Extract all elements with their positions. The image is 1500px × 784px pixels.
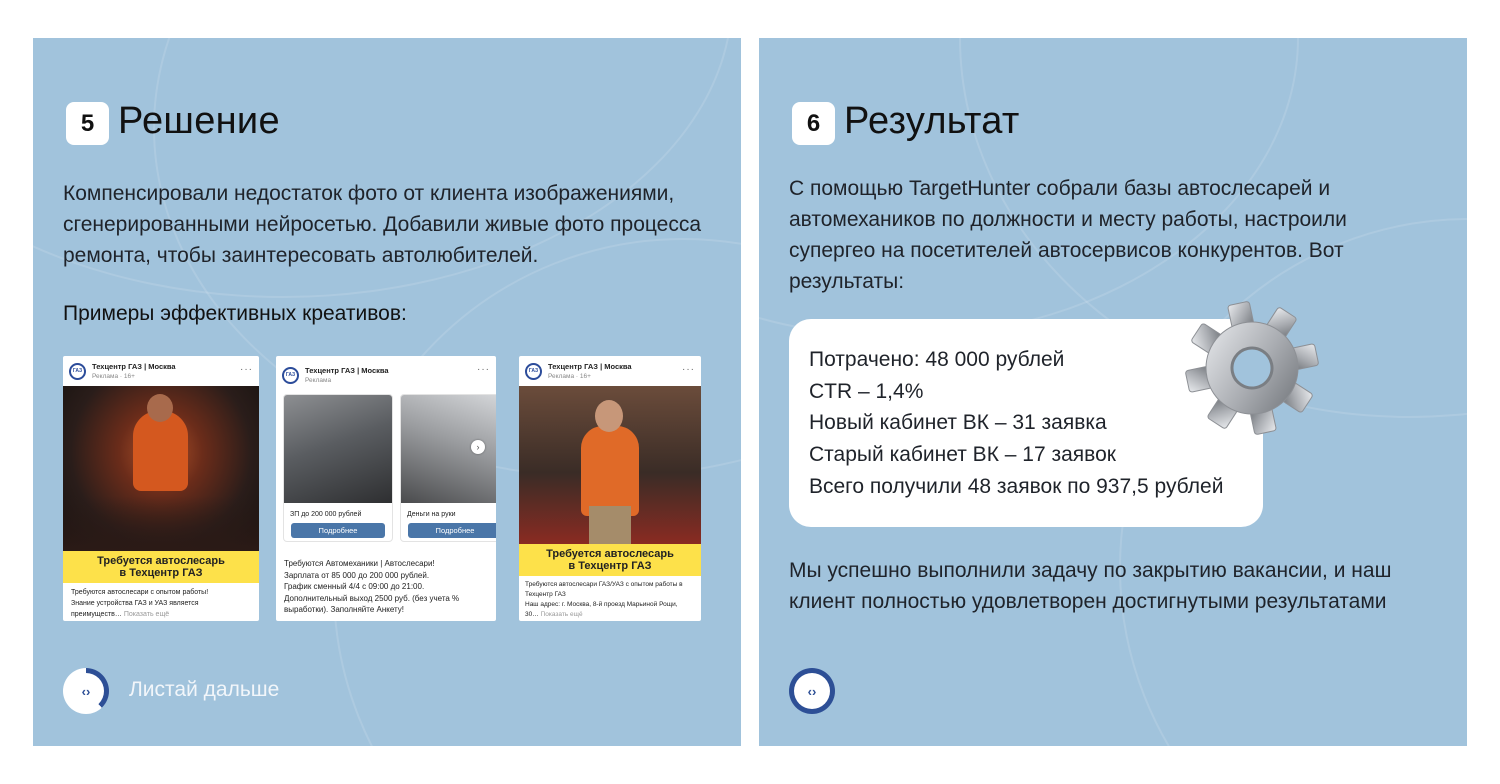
ad-text-line: Дополнительный выход 2500 руб. (без учета % [284,593,460,603]
gaz-logo-icon: ГАЗ [282,367,299,384]
result-outro-paragraph [789,555,1391,617]
slide-result [759,38,1467,746]
figure-shape [581,426,639,516]
ad-text [276,554,467,620]
result-ctr: CTR – 1,4% [809,380,924,403]
more-options-icon[interactable]: ··· [682,364,695,375]
swipe-next-label: Листай дальше [129,678,280,701]
ad-author: Техцентр ГАЗ | Москва [92,361,176,371]
more-options-icon[interactable]: ··· [477,364,490,375]
ad-header [63,356,259,386]
paragraph-line: Мы успешно выполнили задачу по закрытию вакансии, и наш [789,559,1392,582]
gaz-logo-icon: ГАЗ [69,363,86,380]
ad-header [519,356,701,386]
ad-text-line: 30… [525,611,539,618]
ad-text-line: Наш адрес: г. Москва, 8-й проезд Марьиной Рощи, [525,601,678,608]
ad-creative-1[interactable] [63,356,259,621]
carousel-card[interactable] [400,394,496,542]
paragraph-line: ремонта, чтобы заинтересовать автолюбителей. [63,244,539,267]
carousel-caption: ЗП до 200 000 рублей [290,511,362,518]
chevrons-left-right-icon: ‹› [68,673,104,709]
slide-title: Решение [118,100,280,142]
result-old-cabinet: Старый кабинет ВК – 17 заявок [809,443,1116,466]
figure-head [147,394,173,422]
banner-line: Требуется автослесарь [97,555,225,567]
examples-heading: Примеры эффективных креативов: [63,302,407,325]
carousel-caption: Деньги на руки [407,511,456,518]
slide-number-badge: 6 [792,102,835,145]
show-more-link[interactable]: Показать ещё [540,611,583,618]
paragraph-line: клиент полностью удовлетворен достигнутыми результатами [789,590,1387,613]
slide-title: Результат [844,100,1020,142]
figure-head [595,400,623,432]
figure-legs [589,506,631,544]
more-details-button[interactable]: Подробнее [291,523,385,538]
ad-author: Техцентр ГАЗ | Москва [548,361,632,371]
result-total: Всего получили 48 заявок по 937,5 рублей [809,475,1224,498]
chevrons-left-right-icon: ‹› [794,673,830,709]
ad-creative-2[interactable] [276,356,496,621]
ad-text-line: Требуются автослесари ГАЗ/УАЗ с опытом работы в [525,581,683,588]
paragraph-line: Компенсировали недостаток фото от клиента изображениями, [63,182,675,205]
ad-text [519,576,701,621]
banner-line: в Техцентр ГАЗ [119,567,203,579]
ad-banner [519,544,701,576]
carousel-next-icon[interactable]: › [471,440,485,454]
paragraph-line: сгенерированными нейросетью. Добавили живые фото процесса [63,213,702,236]
paragraph-line: супергео на посетителей автосервисов конкурентов. Вот [789,239,1344,262]
next-slide-button[interactable] [789,668,835,714]
ad-label: Реклама · 16+ [548,372,591,380]
ad-text-line: Требуются автослесари с опытом работы! [71,589,209,596]
ad-text-line: преимуществ… [71,611,122,618]
ad-text-line: выработки). Заполняйте Анкету! [284,605,405,614]
result-spent: Потрачено: 48 000 рублей [809,348,1065,371]
ad-banner [63,551,259,583]
ad-text-line: Техцентр ГАЗ [525,591,566,598]
mechanic-photo [63,386,259,551]
ad-text-line: Знание устройства ГАЗ и УАЗ является [71,600,199,607]
solution-paragraph [63,178,701,271]
ad-text-line: Зарплата от 85 000 до 200 000 рублей. [284,570,430,580]
figure-shape [133,411,188,491]
carousel-card[interactable] [283,394,393,542]
ad-label: Реклама [305,376,332,384]
parts-shade [63,496,259,551]
more-options-icon[interactable]: ··· [240,364,253,375]
result-new-cabinet: Новый кабинет ВК – 31 заявка [809,411,1107,434]
ad-creative-3[interactable] [519,356,701,621]
banner-line: Требуется автослесарь [546,548,674,560]
show-more-link[interactable]: Показать ещё [123,611,170,618]
gear-icon [1177,296,1327,446]
more-details-button[interactable]: Подробнее [408,523,496,538]
ad-header [276,356,496,394]
paragraph-line: автомехаников по должности и месту работы, настроили [789,208,1347,231]
ad-text [63,583,259,621]
next-slide-button[interactable] [63,668,109,714]
slide-number-badge: 5 [66,102,109,145]
ad-text-line: График сменный 4/4 с 09:00 до 21:00. [284,582,425,591]
result-intro-paragraph [789,173,1347,297]
carousel-photo [284,395,392,503]
ad-text-line: Требуются Автомеханики | Автослесари! [284,559,435,568]
slide-solution [33,38,741,746]
ad-author: Техцентр ГАЗ | Москва [305,365,389,375]
paragraph-line: результаты: [789,270,905,293]
gaz-logo-icon: ГАЗ [525,363,542,380]
worker-photo [519,386,701,544]
paragraph-line: С помощью TargetHunter собрали базы автослесарей и [789,177,1331,200]
ad-label: Реклама · 16+ [92,372,135,380]
banner-line: в Техцентр ГАЗ [568,560,652,572]
